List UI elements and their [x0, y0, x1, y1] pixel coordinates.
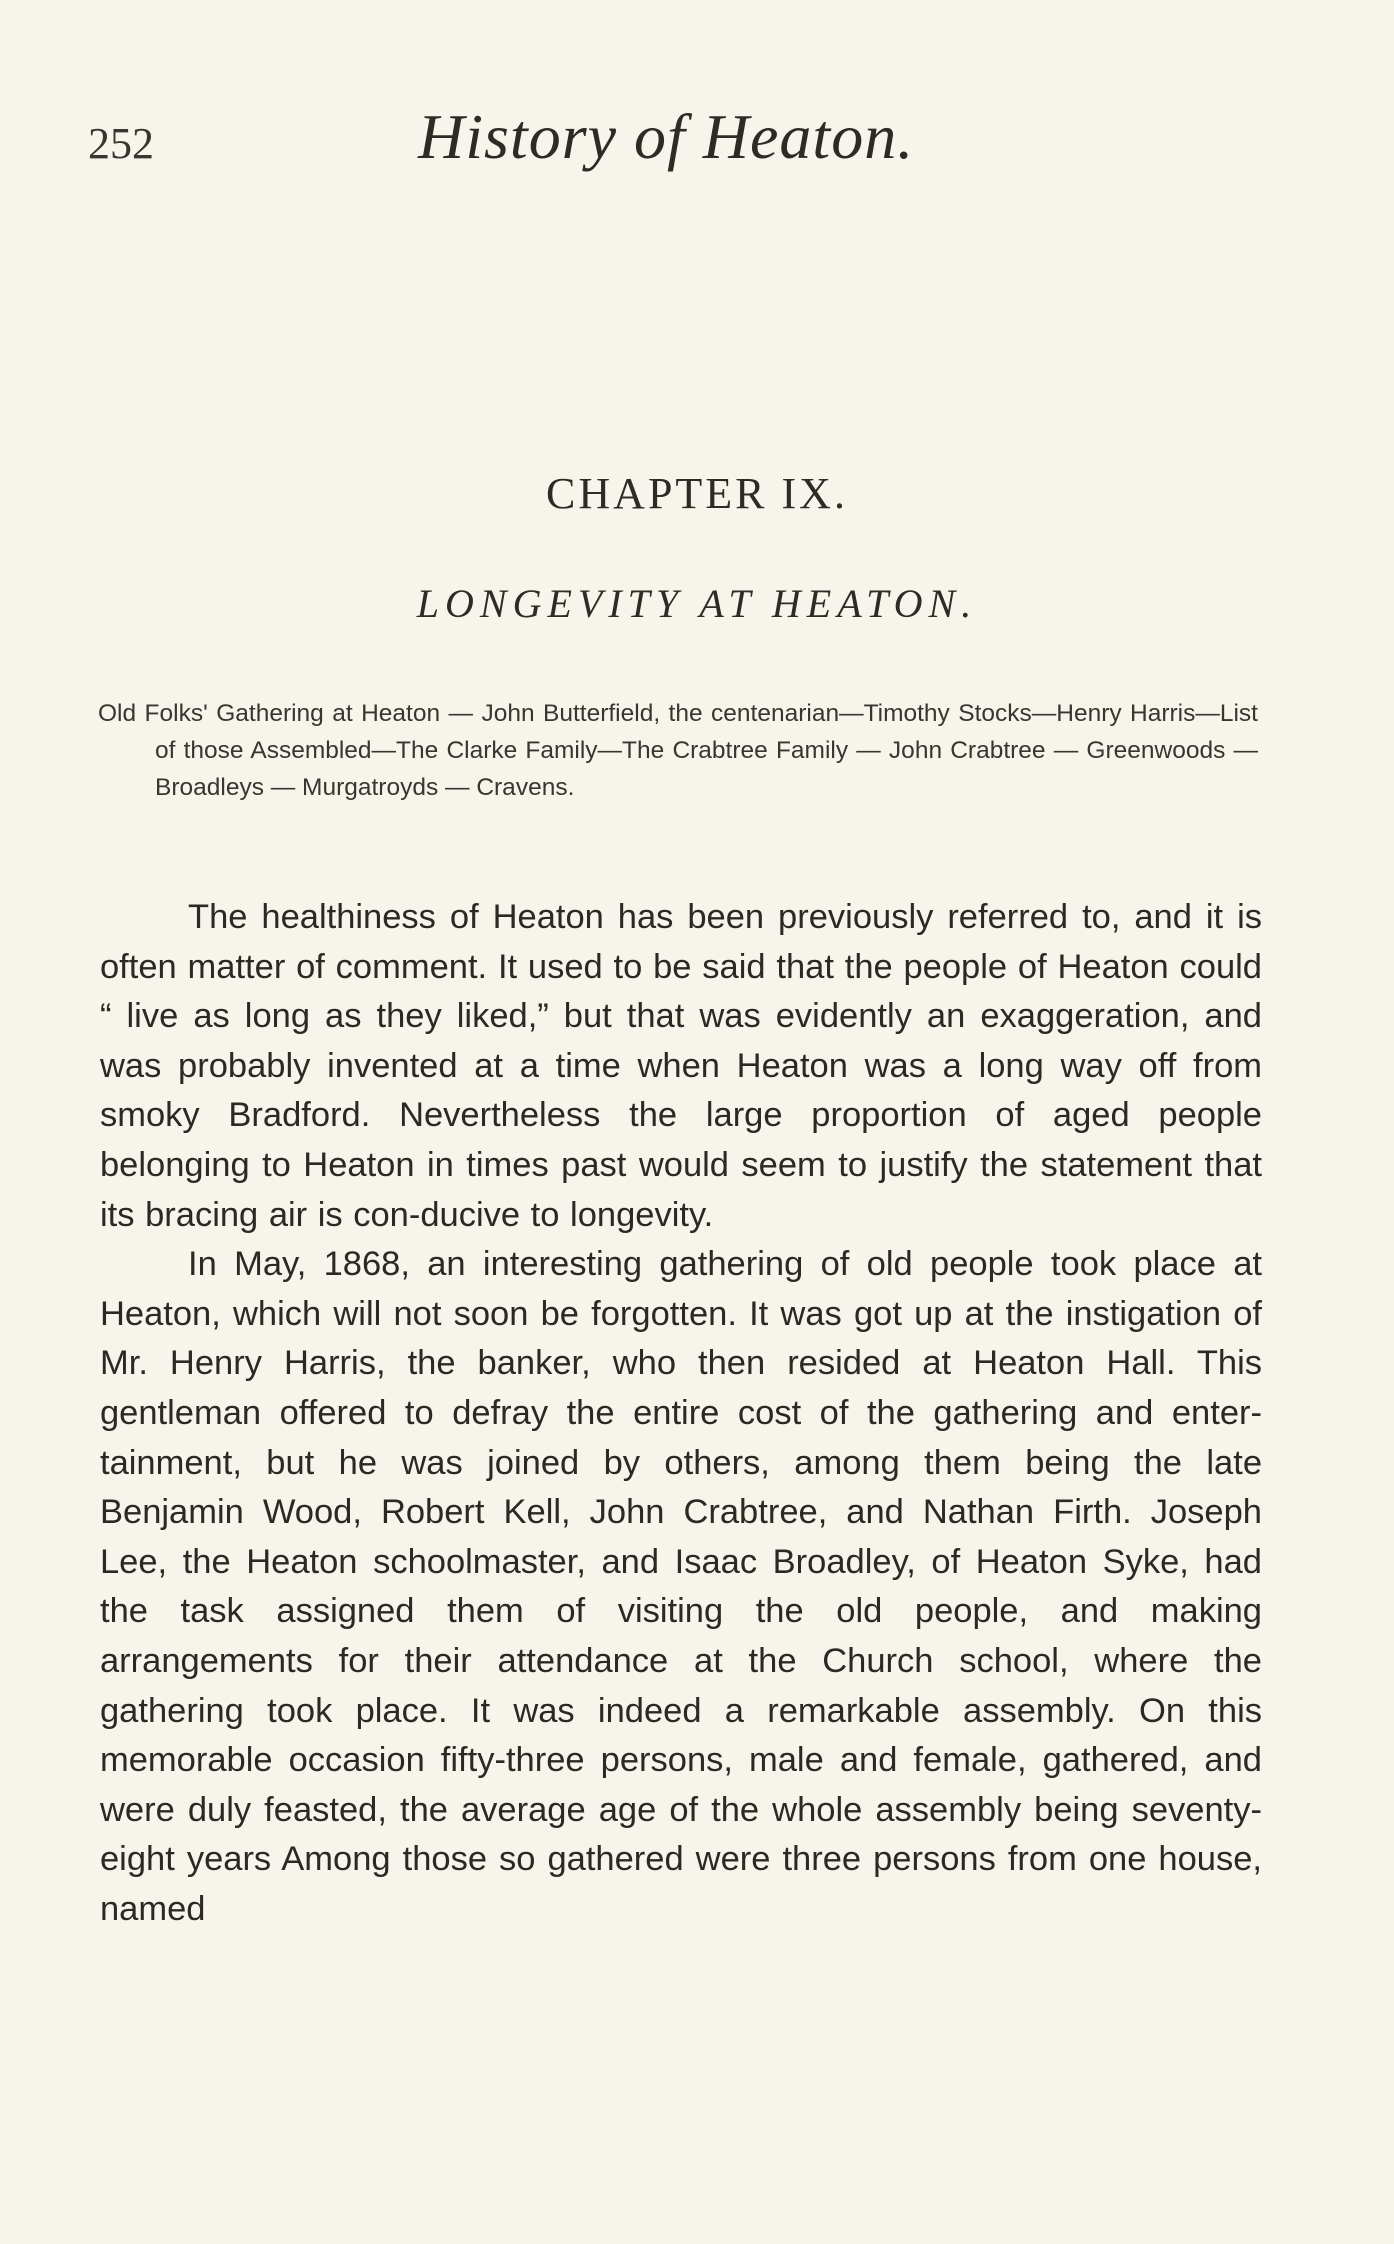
body-text [100, 893, 1262, 1934]
running-title: History of Heaton. [418, 101, 915, 172]
chapter-number: CHAPTER IX. [546, 469, 848, 518]
synopsis-text: Old Folks' Gathering at Heaton — John Butterfield, the centenarian—Timothy Stocks—Henry Harris—List of those Assembled—The Clarke Family—The Crabtree Family — John Crabtree — Greenwoods — Broadleys — Murgatroyds — Cravens. [98, 700, 1258, 801]
paragraph: The healthiness of Heaton has been previously referred to, and it is often matter of comment. It used to be said that the people of Heaton could “ live as long as they liked,” but that was evidently an exaggeration, and was probably invented at a time when Heaton was a long way off from smoky Bradford. Nevertheless the large proportion of aged people belonging to Heaton in times past would seem to justify the statement that its bracing air is con-ducive to longevity. [100, 898, 1262, 1234]
chapter-title: LONGEVITY AT HEATON. [416, 581, 978, 626]
paragraph: In May, 1868, an interesting gathering of old people took place at Heaton, which will not soon be forgotten. It was got up at the instigation of Mr. Henry Harris, the banker, who then resided at Heaton Hall. This gentleman offered to defray the entire cost of the gathering and enter-tainment, but he was joined by others, among them being the late Benjamin Wood, Robert Kell, John Crabtree, and Nathan Firth. Joseph Lee, the Heaton schoolmaster, and Isaac Broadley, of Heaton Syke, had the task assigned them of visiting the old people, and making arrangements for their attendance at the Church school, where the gathering took place. It was indeed a remarkable assembly. On this memorable occasion fifty-three persons, male and female, gathered, and were duly feasted, the average age of the whole assembly being seventy-eight years Among those so gathered were three persons from one house, named [100, 1245, 1262, 1928]
chapter-synopsis [98, 695, 1258, 806]
page-number: 252 [88, 119, 154, 168]
running-head [88, 100, 968, 180]
